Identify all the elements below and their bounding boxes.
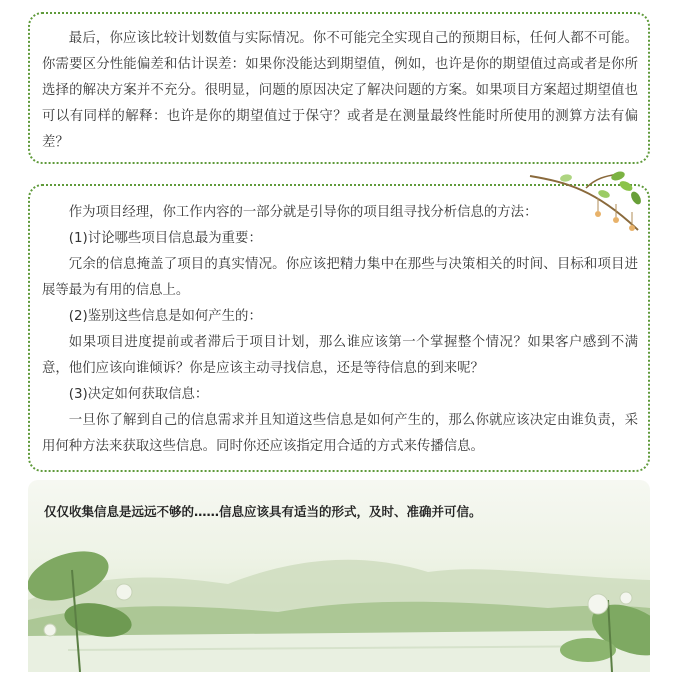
item2-body: 如果项目进度提前或者滞后于项目计划，那么谁应该第一个掌握整个情况？如果客户感到不满意，他们应该向谁倾诉？你是应该主动寻找信息，还是等待信息的到来呢？ [42, 335, 638, 376]
paragraph-box-comparison [28, 12, 650, 164]
item2-title: (2)鉴别这些信息是如何产生的： [68, 309, 262, 324]
item3-body: 一旦你了解到自己的信息需求并且知道这些信息是如何产生的，那么你就应该决定由谁负责，采用何种方法来获取这些信息。同时你还应该指定用合适的方式来传播信息。 [42, 413, 638, 454]
paragraph-compare-plan-actual: 最后，你应该比较计划数值与实际情况。你不可能完全实现自己的预期目标，任何人都不可能。你需要区分性能偏差和估计误差：如果你没能达到期望值，例如，也许是你的期望值过高或者是你所选择的解决方案并不充分。很明显，问题的原因决定了解决问题的方案。如果项目方案超过期望值也可以有同样的解释：也许是你的期望值过于保守？或者是在测量最终性能时所使用的测算方法有偏差？ [42, 31, 638, 150]
item3-title: (3)决定如何获取信息： [68, 387, 209, 402]
landscape-banner [28, 480, 650, 672]
paragraph-box-information [28, 184, 650, 472]
item1-title: (1)讨论哪些项目信息最为重要： [68, 231, 262, 246]
intro-text: 作为项目经理，你工作内容的一部分就是引导你的项目组寻找分析信息的方法： [68, 205, 538, 220]
item1-body: 冗余的信息掩盖了项目的真实情况。你应该把精力集中在那些与决策相关的时间、目标和项目进展等最为有用的信息上。 [42, 257, 638, 298]
banner-slogan: 仅仅收集信息是远远不够的……信息应该具有适当的形式，及时、准确并可信。 [44, 504, 482, 519]
paragraph-information-methods [42, 200, 638, 460]
